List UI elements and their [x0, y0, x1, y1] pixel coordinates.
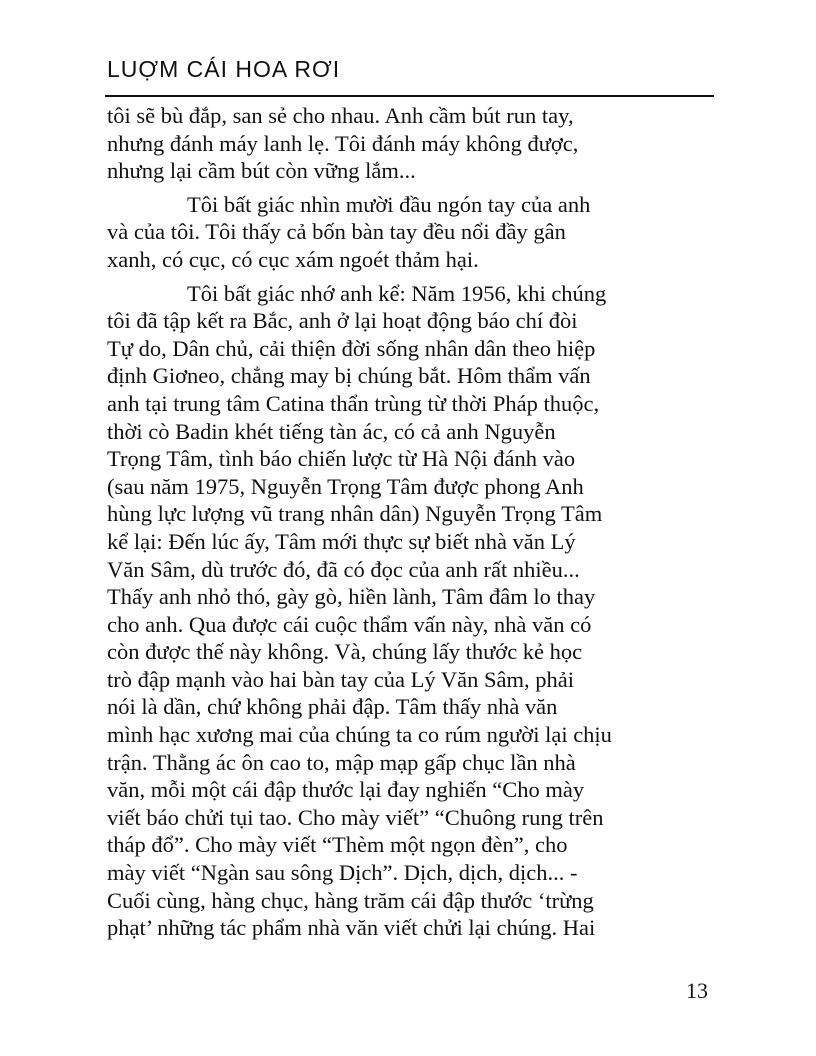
text-line: nhưng đánh máy lanh lẹ. Tôi đánh máy không được, [107, 130, 579, 156]
paragraph [107, 191, 713, 274]
text-line: Tôi bất giác nhìn mười đầu ngón tay của anh [187, 191, 591, 217]
text-line: phạt’ những tác phẩm nhà văn viết chửi lại chúng. Hai [107, 915, 596, 941]
running-header: LUỢM CÁI HOA RƠI [107, 56, 341, 82]
text-line: kể lại: Đến lúc ấy, Tâm mới thực sự biết nhà văn Lý [107, 528, 576, 554]
text-line: định Giơneo, chẳng may bị chúng bắt. Hôm thẩm vấn [107, 363, 591, 389]
text-line: nói là dần, chứ không phải đập. Tâm thấy nhà văn [107, 694, 558, 720]
text-line: nhưng lại cầm bút còn vững lắm... [107, 158, 416, 184]
text-line: Văn Sâm, dù trước đó, đã có đọc của anh rất nhiều... [107, 556, 580, 582]
text-line: tôi đã tập kết ra Bắc, anh ở lại hoạt động báo chí đòi [107, 308, 578, 334]
text-line: thời cò Badin khét tiếng tàn ác, có cả anh Nguyễn [107, 418, 556, 444]
page-number: 13 [686, 978, 708, 1003]
header-rule [105, 95, 714, 97]
text-line: Cuối cùng, hàng chục, hàng trăm cái đập thước ‘trừng [107, 887, 594, 913]
text-line: cho anh. Qua được cái cuộc thẩm vấn này, nhà văn có [107, 611, 592, 637]
text-line: tháp đổ”. Cho mày viết “Thèm một ngọn đèn”, cho [107, 832, 568, 858]
text-line: Tự do, Dân chủ, cải thiện đời sống nhân dân theo hiệp [107, 335, 596, 361]
text-line: xanh, có cục, có cục xám ngoét thảm hại. [107, 246, 479, 272]
text-line: (sau năm 1975, Nguyễn Trọng Tâm được phong Anh [107, 473, 584, 499]
text-line: viết báo chửi tụi tao. Cho mày viết” “Chuông rung trên [107, 804, 604, 830]
paragraph [107, 280, 713, 942]
text-line: mình hạc xương mai của chúng ta co rúm người lại chịu [107, 722, 612, 748]
text-line: còn được thế này không. Và, chúng lấy thước kẻ học [107, 639, 583, 665]
text-line: Thấy anh nhỏ thó, gày gò, hiền lành, Tâm đâm lo thay [107, 584, 596, 610]
text-line: tôi sẽ bù đắp, san sẻ cho nhau. Anh cầm bút run tay, [107, 103, 574, 128]
paragraph [107, 102, 713, 185]
body-text [107, 102, 713, 948]
text-line: Trọng Tâm, tình báo chiến lược từ Hà Nội đánh vào [107, 446, 576, 472]
text-line: hùng lực lượng vũ trang nhân dân) Nguyễn Trọng Tâm [107, 501, 603, 527]
text-line: anh tại trung tâm Catina thẩn trùng từ thời Pháp thuộc, [107, 390, 600, 416]
text-line: và của tôi. Tôi thấy cả bốn bàn tay đều nổi đầy gân [107, 219, 566, 245]
text-line: Tôi bất giác nhớ anh kể: Năm 1956, khi chúng [187, 280, 607, 306]
text-line: mày viết “Ngàn sau sông Dịch”. Dịch, dịch, dịch... - [107, 860, 578, 886]
text-line: trò đập mạnh vào hai bàn tay của Lý Văn Sâm, phải [107, 666, 574, 692]
text-line: văn, mỗi một cái đập thước lại đay nghiến “Cho mày [107, 777, 585, 803]
text-line: trận. Thằng ác ôn cao to, mập mạp gấp chục lần nhà [107, 749, 576, 775]
